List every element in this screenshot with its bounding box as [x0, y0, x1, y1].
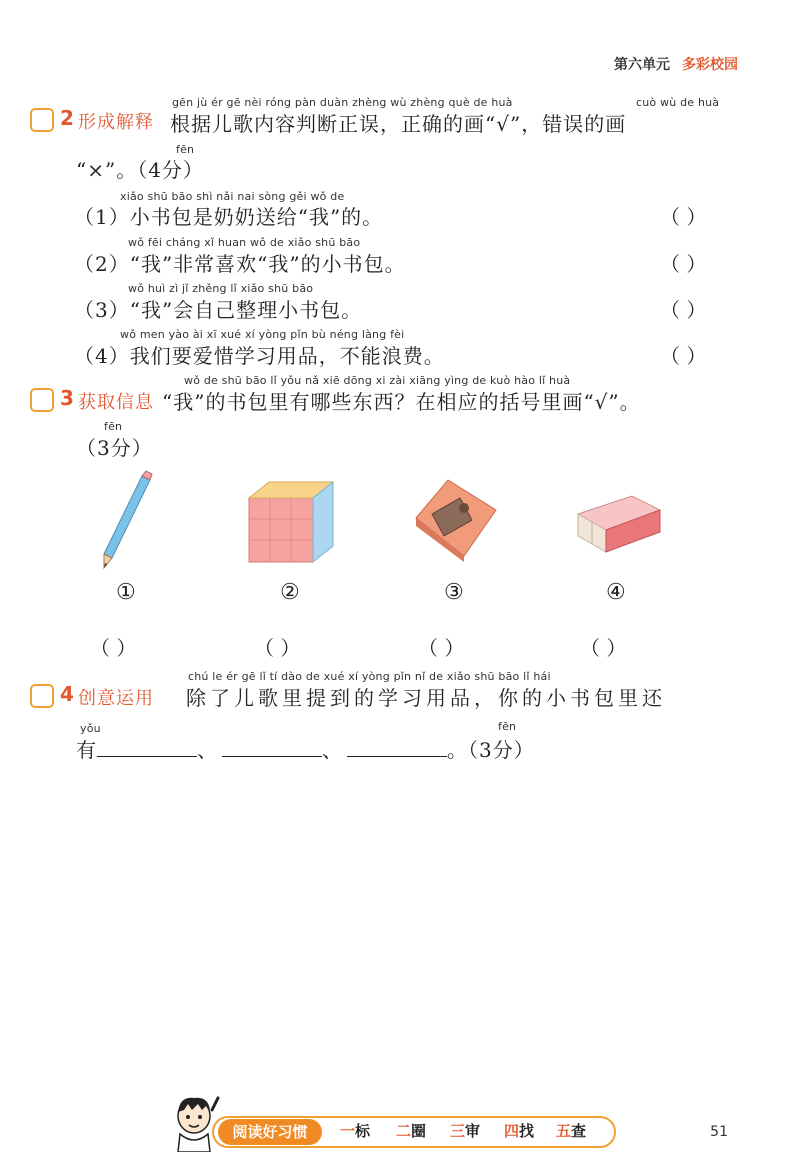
q2-number: 2: [60, 106, 74, 130]
q3-line-1: “我”的书包里有哪些东西？在相应的括号里画“√”。: [162, 390, 641, 414]
step-4: 四找: [504, 1122, 535, 1140]
q4-blank-2[interactable]: [222, 755, 322, 757]
q2-item-1-answer[interactable]: （ ）: [660, 205, 707, 229]
q4-line-2: [76, 734, 535, 763]
q4-you: 有: [76, 738, 97, 762]
unit-title: 第六单元: [614, 57, 670, 73]
q2-item-3: （3）“我”会自己整理小书包。: [74, 298, 363, 322]
q4-blank-1[interactable]: [97, 755, 197, 757]
q2-pinyin-3: fēn: [176, 143, 195, 156]
q3-number: 3: [60, 386, 74, 410]
q3-pinyin-1: wǒ de shū bāo lǐ yǒu nǎ xiē dōng xi zài xiāng yìng de kuò hào lǐ huà: [184, 374, 571, 387]
q2-item-2-answer[interactable]: （ ）: [660, 252, 707, 276]
q2-item-2: （2）“我”非常喜欢“我”的小书包。: [74, 252, 406, 276]
label-2: ②: [280, 580, 300, 605]
label-1: ①: [116, 580, 136, 605]
q4-pinyin-3: fēn: [498, 720, 517, 733]
q4-sep-2: 、: [322, 738, 343, 762]
q4-number: 4: [60, 682, 74, 706]
q3-answer-4[interactable]: （ ）: [580, 636, 627, 660]
q4-tag: 创意运用: [78, 688, 154, 709]
q2-item-4: （4）我们要爱惜学习用品，不能浪费。: [74, 344, 445, 368]
label-4: ④: [606, 580, 626, 605]
q2-item-1: （1）小书包是奶奶送给“我”的。: [74, 205, 384, 229]
page-header: [614, 54, 738, 74]
kid-mascot-icon: [170, 1090, 222, 1152]
q3-checkbox[interactable]: [30, 388, 54, 412]
reading-habit-label: 阅读好习惯: [218, 1119, 322, 1145]
q2-item-3-pinyin: wǒ huì zì jǐ zhěng lǐ xiǎo shū bāo: [128, 282, 314, 295]
q2-line-1: 根据儿歌内容判断正误，正确的画“√”，错误的画: [170, 112, 627, 136]
q3-pinyin-2: fēn: [104, 420, 123, 433]
label-3: ③: [444, 580, 464, 605]
q3-answer-1[interactable]: （ ）: [90, 636, 137, 660]
q2-line-2: “×”。（4分）: [76, 158, 204, 182]
q2-tag: 形成解释: [78, 112, 154, 133]
q3-line-2: （3分）: [76, 436, 153, 460]
q2-checkbox[interactable]: [30, 108, 54, 132]
cube-image: [245, 478, 337, 564]
q2-item-3-answer[interactable]: （ ）: [660, 298, 707, 322]
eraser-image: [572, 488, 664, 558]
q4-end: 。（3分）: [447, 738, 535, 762]
page-number: 51: [710, 1124, 728, 1140]
q3-tag: 获取信息: [78, 392, 154, 413]
q2-item-2-pinyin: wǒ fēi cháng xǐ huan wǒ de xiǎo shū bāo: [128, 236, 361, 249]
q2-pinyin-2: cuò wù de huà: [636, 96, 720, 109]
q4-sep-1: 、: [197, 738, 218, 762]
step-1: 一标: [340, 1122, 371, 1140]
pencil-image: [96, 470, 158, 570]
q4-pinyin-2: yǒu: [80, 722, 101, 735]
q4-pinyin-1: chú le ér gē lǐ tí dào de xué xí yòng pǐn nǐ de xiǎo shū bāo lǐ hái: [188, 670, 551, 683]
q3-answer-2[interactable]: （ ）: [254, 636, 301, 660]
q2-pinyin-1: gēn jù ér gē nèi róng pàn duàn zhèng wù zhèng què de huà: [172, 96, 513, 109]
q2-item-1-pinyin: xiǎo shū bāo shì nǎi nai sòng gěi wǒ de: [120, 190, 345, 203]
q2-item-4-pinyin: wǒ men yào ài xī xué xí yòng pǐn bù néng làng fèi: [120, 328, 405, 341]
step-5: 五查: [556, 1122, 587, 1140]
topic-title: 多彩校园: [682, 57, 738, 73]
q2-item-4-answer[interactable]: （ ）: [660, 344, 707, 368]
q3-answer-3[interactable]: （ ）: [418, 636, 465, 660]
step-2: 二圈: [396, 1122, 427, 1140]
step-3: 三审: [450, 1122, 481, 1140]
q4-line-1: 除了儿歌里提到的学习用品，你的小书包里还: [186, 686, 666, 710]
q4-blank-3[interactable]: [347, 755, 447, 757]
sharpener-image: [408, 474, 500, 564]
q4-checkbox[interactable]: [30, 684, 54, 708]
